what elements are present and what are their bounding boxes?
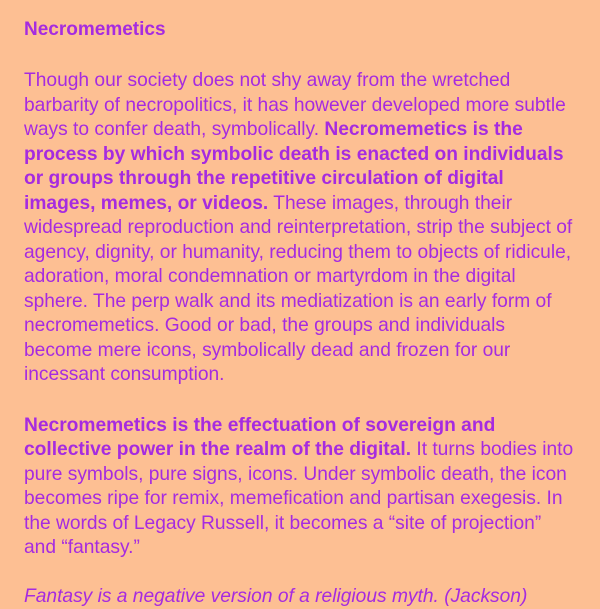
paragraph-1 <box>24 69 576 388</box>
closing-quote: Fantasy is a negative version of a religious myth. (Jackson) <box>24 585 576 609</box>
page-title: Necromemetics <box>24 17 576 43</box>
paragraph-2-thesis: Necromemetics is the effectuation of sovereign and collective power in the realm of the digital. <box>24 415 495 461</box>
paragraph-1-text-b: These images, through their widespread reproduction and reinterpretation, strip the subject of agency, dignity, or humanity, reducing them to objects of ridicule, adoration, moral condemnation or martyrdom in the digital sphere. The perp walk and its mediatization is an early form of necromemetics. Good or bad, the groups and individuals become mere icons, symbolically dead and frozen for our incessant consumption. <box>24 193 572 386</box>
paragraph-2-text: It turns bodies into pure symbols, pure signs, icons. Under symbolic death, the icon becomes ripe for remix, memefication and partisan exegesis. In the words of Legacy Russell, it becomes a “site of projection” and “fantasy.” <box>24 439 573 558</box>
paragraph-2 <box>24 414 576 561</box>
paragraph-1-definition: Necromemetics is the process by which symbolic death is enacted on individuals or groups through the repetitive circulation of digital images, memes, or videos. <box>24 119 564 214</box>
paragraph-1-text-a: Though our society does not shy away from the wretched barbarity of necropolitics, it has however developed more subtle ways to confer death, symbolically. <box>24 70 566 140</box>
